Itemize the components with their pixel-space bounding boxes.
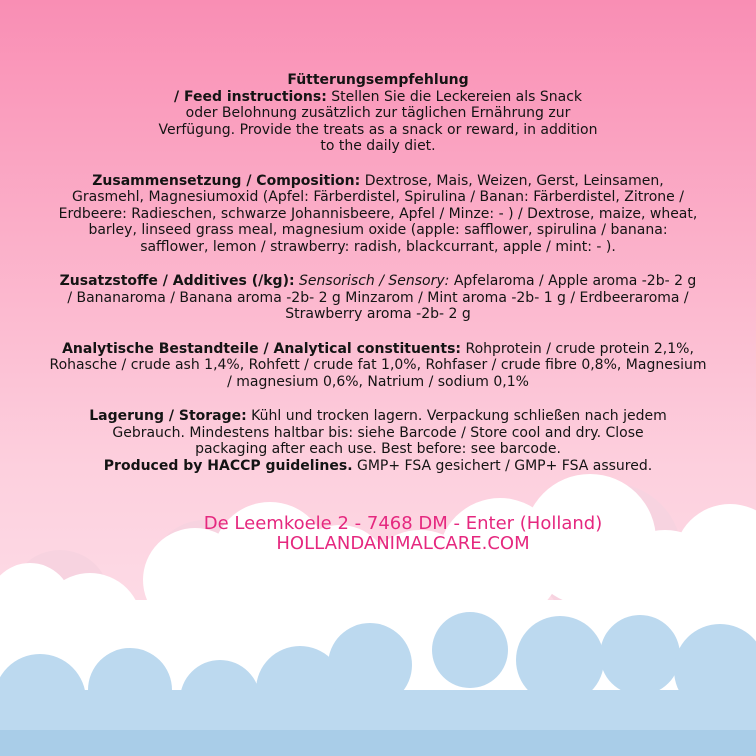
storage [78,408,678,474]
storage-text: Kühl und trocken lagern. Verpackung schließen nach jedem Gebrauch. Mindestens haltbar bis: siehe Barcode / Store cool and dry. Close packaging after each use. Best before: see barcode. [112,408,667,457]
additives [58,273,698,323]
composition-heading: Zusammensetzung / Composition: [92,172,361,189]
product-info [0,72,756,474]
composition [58,173,698,256]
feed-instructions [158,72,598,155]
analytical-constituents [48,341,708,391]
analytical-text: Rohprotein / crude protein 2,1%, Rohasche / crude ash 1,4%, Rohfett / crude fat 1,0%, Rohfaser / crude fibre 0,8%, Magnesium / magnesium 0,6%, Natrium / sodium 0,1% [49,340,707,390]
feed-text: Stellen Sie die Leckereien als Snack oder Belohnung zusätzlich zur täglichen Ernährung zur Verfügung. Provide the treats as a snack or reward, in addition to the daily diet. [158,88,598,154]
additives-text: Apfelaroma / Apple aroma -2b- 2 g / Bananaroma / Banana aroma -2b- 2 g Minzarom / Mint aroma -2b- 1 g / Erdbeeraroma / Strawberry aroma -2b- 2 g [67,273,697,322]
company-address: De Leemkoele 2 - 7468 DM - Enter (Holland) [203,513,603,534]
additives-heading: Zusatzstoffe / Additives (/kg): [59,273,295,289]
storage-heading: Lagerung / Storage: [89,408,247,424]
analytical-heading: Analytische Bestandteile / Analytical constituents: [62,340,462,357]
feed-heading-en: / Feed instructions: [173,88,327,105]
haccp-text: GMP+ FSA gesichert / GMP+ FSA assured. [356,457,653,474]
haccp-heading: Produced by HACCP guidelines. [103,457,353,474]
additives-subheading: Sensorisch / Sensory: [299,273,450,289]
feed-heading-de: Fütterungsempfehlung [287,72,469,88]
company-website: HOLLANDANIMALCARE.COM [276,533,530,554]
composition-text: Dextrose, Mais, Weizen, Gerst, Leinsamen, Grasmehl, Magnesiumoxid (Apfel: Färberdistel, Spirulina / Banan: Färberdistel, Zitrone / Erdbeere: Radieschen, schwarze Johannisbeere, Apfel / Minze: - ) / Dextrose, maize, wheat, barley, linseed grass meal, magnesium oxide (apple: safflower, spirulina / banana: safflower, lemon / strawberry: radish, blackcurrant, apple / mint: - ). [58,172,698,255]
